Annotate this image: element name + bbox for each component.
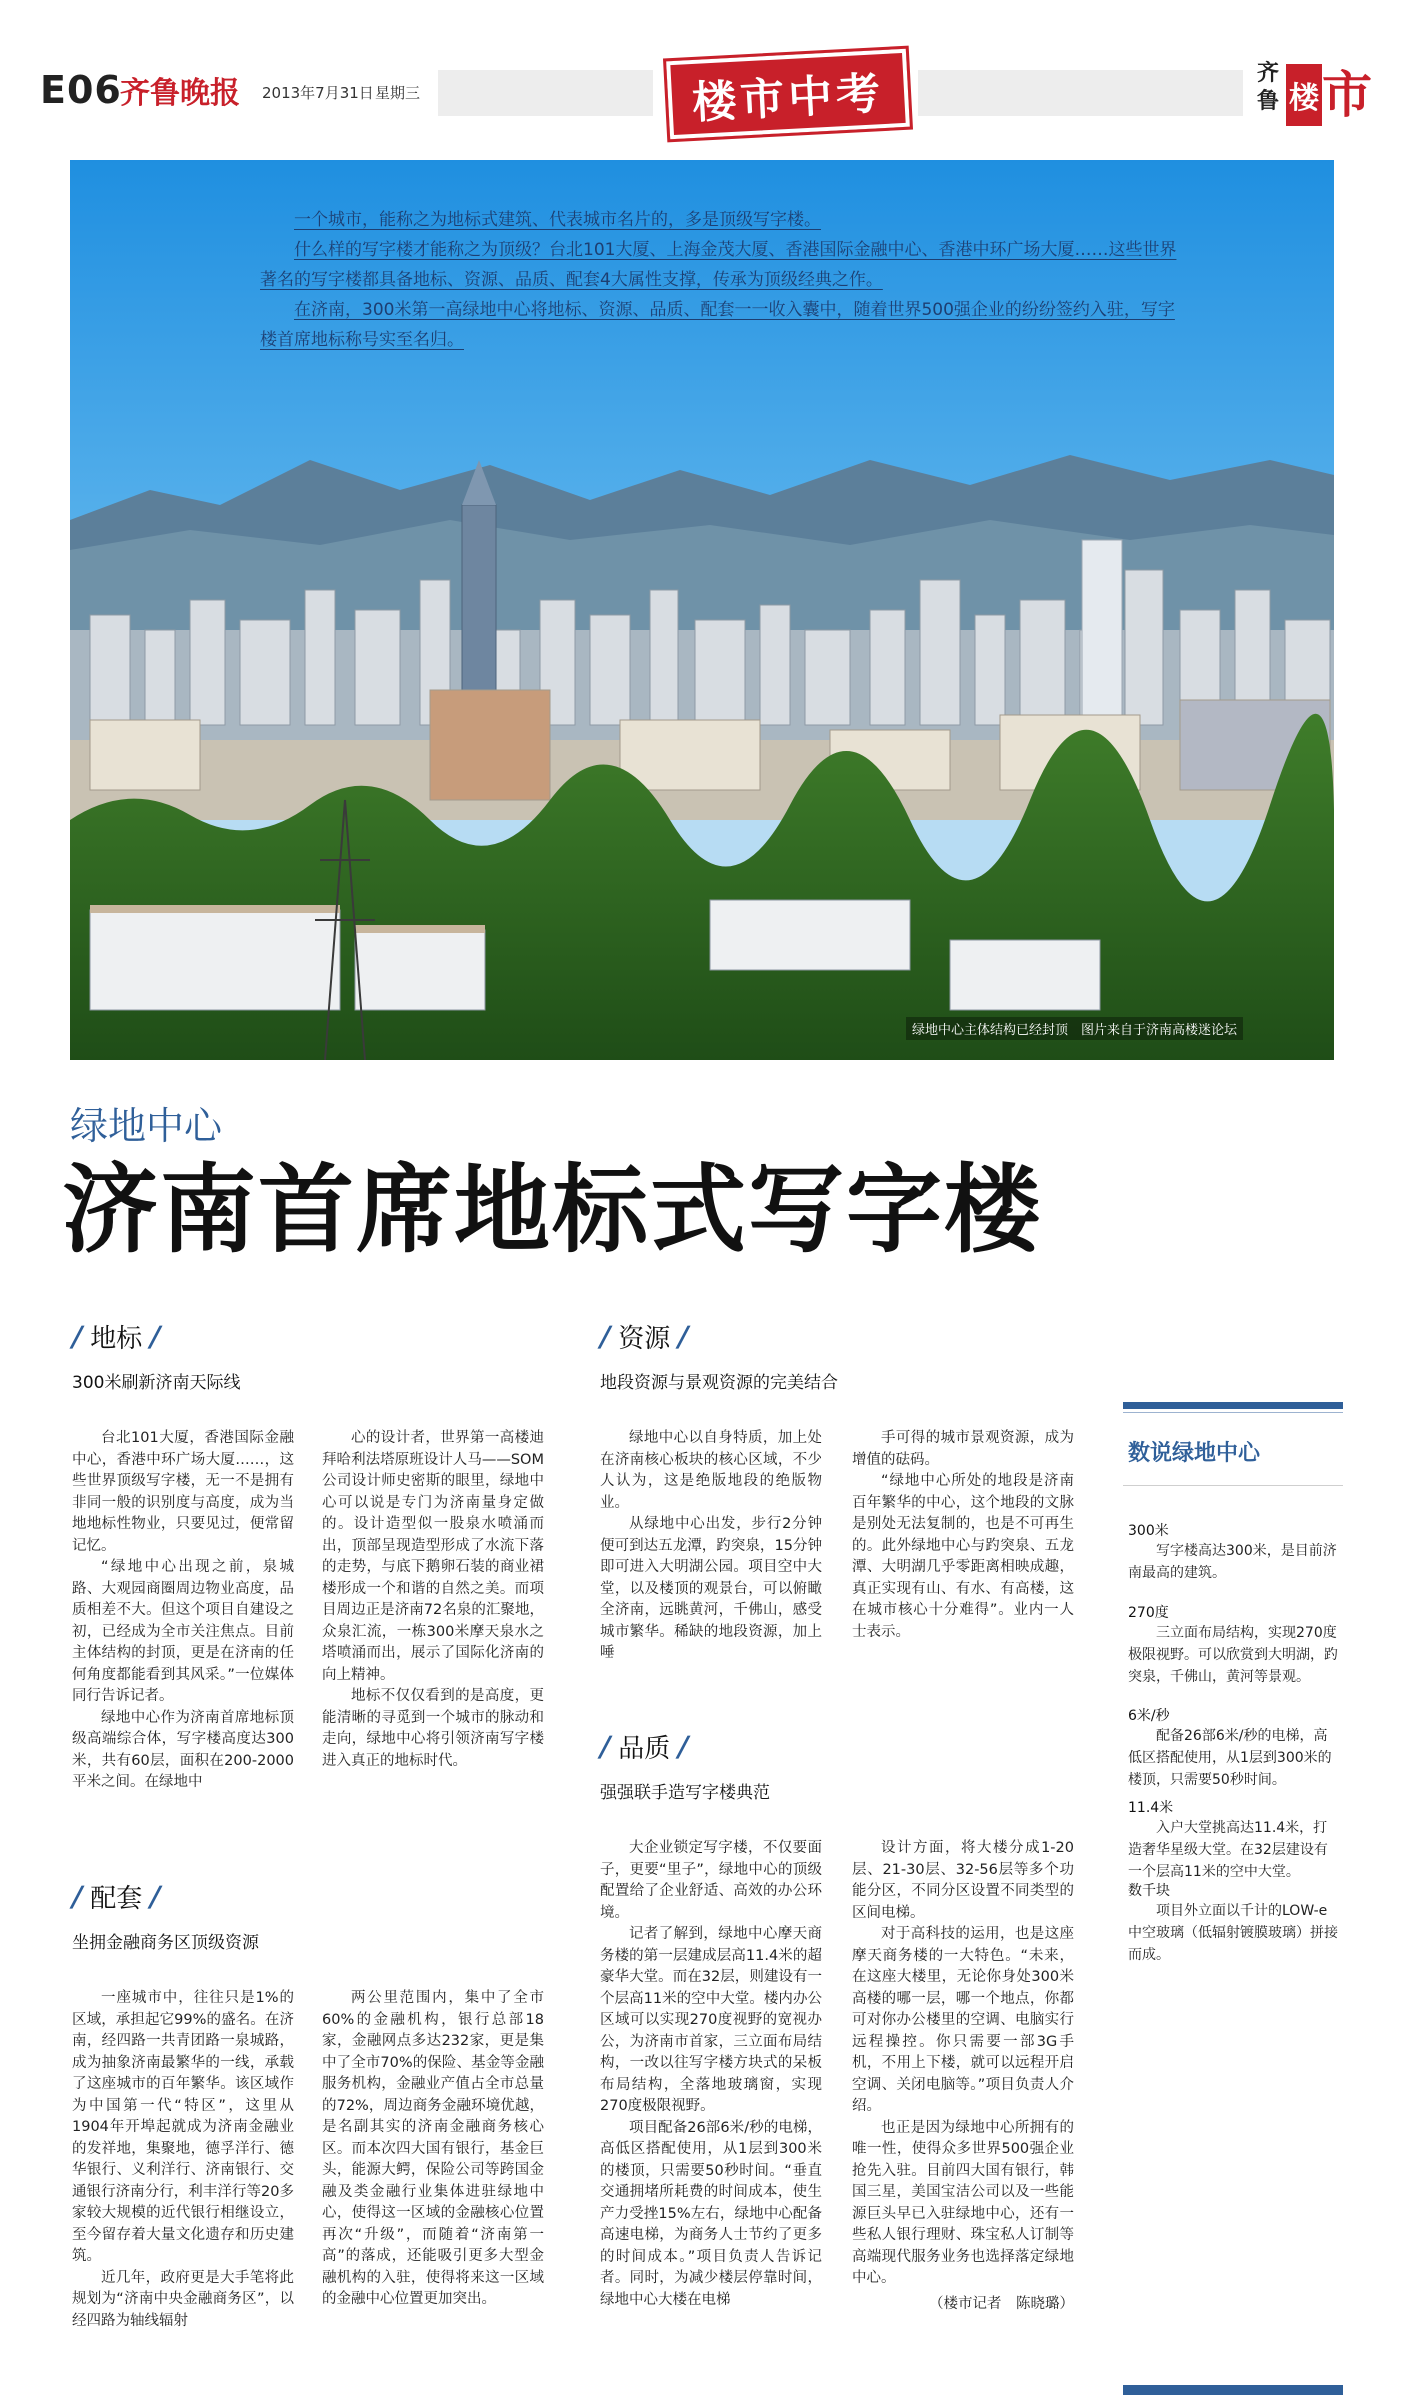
intro-paragraph-2: 什么样的写字楼才能称之为顶级？台北101大厦、上海金茂大厦、香港国际金融中心、香港中环广场大厦……这些世界著名的写字楼都具备地标、资源、品质、配套4大属性支撑，传承为顶级经典之作。 xyxy=(260,240,1177,290)
paragraph: 手可得的城市景观资源，成为增值的砝码。 xyxy=(852,1430,1074,1468)
paragraph: 记者了解到，绿地中心摩天商务楼的第一层建成层高11.4米的超豪华大堂。而在32层，则建设有一个层高11米的空中大堂。楼内办公区域可以实现270度视野的宽视办公，为济南市首家，三立面布局结构，一改以往写字楼方块式的呆板布局结构，全落地玻璃窗，实现270度极限视野。 xyxy=(600,1926,822,2114)
header-bar-left xyxy=(438,70,653,116)
section-support-col1 xyxy=(72,1988,294,2332)
sidebar-top-bar xyxy=(1123,1402,1343,1409)
section-quality-col1 xyxy=(600,1838,822,2311)
newspaper-name: 齐鲁晚报 xyxy=(120,76,240,111)
sidebar-rule xyxy=(1123,1412,1343,1413)
section-resource-heading xyxy=(596,1318,692,1355)
stat-description: 项目外立面以千计的LOW-e中空玻璃（低辐射镀膜玻璃）拼接而成。 xyxy=(1128,1903,1338,1963)
brand-big-text: 市 xyxy=(1322,66,1372,124)
stat-label: 11.4米 xyxy=(1128,1800,1174,1816)
section-landmark-col1 xyxy=(72,1428,294,1794)
photo-caption: 绿地中心主体结构已经封顶 图片来自于济南高楼迷论坛 xyxy=(906,1017,1243,1040)
section-quality-title: 品质 xyxy=(618,1734,671,1764)
paragraph: 对于高科技的运用，也是这座摩天商务楼的一大特色。“未来，在这座大楼里，无论你身处300米高楼的哪一层，哪一个地点，你都可对你办公楼里的空调、电脑实行远程操控。你只需要一部3G手机，不用上下楼，就可以远程开启空调、关闭电脑等。”项目负责人介绍。 xyxy=(852,1926,1074,2114)
section-support-title: 配套 xyxy=(90,1884,143,1914)
stat-label: 6米/秒 xyxy=(1128,1708,1170,1724)
sidebar-bottom-bar xyxy=(1123,2385,1343,2395)
paragraph: 心的设计者，世界第一高楼迪拜哈利法塔原班设计人马——SOM公司设计师史密斯的眼里，绿地中心可以说是专门为济南量身定做的。设计造型似一股泉水喷涌而出，顶部呈现造型形成了水流下落的走势，与底下鹅卵石装的商业裙楼形成一个和谐的自然之美。而项目周边正是济南72名泉的汇聚地，众泉汇流，一栋300米摩天泉水之塔喷涌而出，展示了国际化济南的向上精神。 xyxy=(322,1430,544,1683)
section-landmark-heading xyxy=(68,1318,164,1355)
stat-description: 入户大堂挑高达11.4米，打造奢华星级大堂。在32层建设有一个层高11米的空中大堂。 xyxy=(1128,1820,1328,1880)
paragraph: 一座城市中，往往只是1%的区域，承担起它99%的盛名。在济南，经四路一共青团路一泉城路，成为抽象济南最繁华的一线，承载了这座城市的百年繁华。该区域作为中国第一代“特区”，这里从1904年开埠起就成为济南金融业的发祥地，集聚地，德孚洋行、德华银行、义利洋行、济南银行、交通银行济南分行，利丰洋行等20多家较大规模的近代银行相继设立，至今留存着大量文化遗存和历史建筑。 xyxy=(72,1990,294,2264)
stat-label: 数千块 xyxy=(1128,1883,1170,1899)
section-resource-subtitle: 地段资源与景观资源的完美结合 xyxy=(600,1373,838,1393)
brand-small-text: 齐鲁 xyxy=(1256,61,1279,114)
slash-mark: / xyxy=(146,1320,164,1353)
stat-description: 配备26部6米/秒的电梯，高低区搭配使用，从1层到300米的楼顶，只需要50秒时间。 xyxy=(1128,1728,1332,1788)
slash-mark: / xyxy=(674,1320,692,1353)
section-quality-heading xyxy=(596,1728,692,1765)
issue-weekday: 星期三 xyxy=(375,84,421,102)
header-bar-right xyxy=(918,70,1243,116)
section-support-heading xyxy=(68,1878,164,1915)
sidebar-item xyxy=(1128,1520,1338,1584)
paragraph: 两公里范围内，集中了全市60%的金融机构，银行总部18家，金融网点多达232家，更是集中了全市70%的保险、基金等金融服务机构，金融业产值占全市总量的72%，周边商务金融环境优越，是名副其实的济南金融商务核心区。而本次四大国有银行，基金巨头，能源大鳄，保险公司等跨国金融及类金融行业集体进驻绿地中心，使得这一区域的金融核心位置再次“升级”，而随着“济南第一高”的落成，还能吸引更多大型金融机构的入驻，使得将来这一区域的金融中心位置更加突出。 xyxy=(322,1990,544,2307)
paragraph: 设计方面，将大楼分成1-20层、21-30层、32-56层等多个功能分区，不同分区设置不同类型的区间电梯。 xyxy=(852,1840,1074,1921)
sidebar-title: 数说绿地中心 xyxy=(1128,1441,1261,1466)
paragraph: 绿地中心作为济南首席地标顶级高端综合体，写字楼高度达300米，共有60层，面积在200-2000平米之间。在绿地中 xyxy=(72,1709,294,1790)
paragraph: “绿地中心出现之前，泉城路、大观园商圈周边物业高度，品质相差不大。但这个项目自建设之初，已经成为全市关注焦点。目前主体结构的封顶，更是在济南的任何角度都能看到其风采。”一位媒体同行告诉记者。 xyxy=(72,1559,294,1704)
intro-text xyxy=(260,205,1180,355)
sidebar-item xyxy=(1128,1705,1338,1791)
slash-mark: / xyxy=(674,1730,692,1763)
issue-date: 2013年7月31日 xyxy=(262,84,374,102)
section-resource-col1 xyxy=(600,1428,822,1665)
brand-box: 楼 xyxy=(1286,64,1322,126)
section-quality-subtitle: 强强联手造写字楼典范 xyxy=(600,1783,770,1803)
intro-paragraph-3: 在济南，300米第一高绿地中心将地标、资源、品质、配套一一收入囊中，随着世界500强企业的纷纷签约入驻，写字楼首席地标称号实至名归。 xyxy=(260,300,1175,350)
headline: 济南首席地标式写字楼 xyxy=(62,1154,1042,1266)
sidebar-item xyxy=(1128,1602,1338,1688)
section-resource-title: 资源 xyxy=(618,1324,671,1354)
section-resource-col2 xyxy=(852,1428,1074,1643)
column-stamp xyxy=(666,49,910,139)
paragraph: 大企业锁定写字楼，不仅要面子，更要“里子”，绿地中心的顶级配置给了企业舒适、高效的办公环境。 xyxy=(600,1840,822,1921)
slash-mark: / xyxy=(596,1320,614,1353)
section-landmark-subtitle: 300米刷新济南天际线 xyxy=(72,1373,241,1393)
byline: （楼市记者 陈晓璐） xyxy=(929,2295,1074,2312)
column-stamp-text: 楼市中考 xyxy=(691,68,886,129)
slash-mark: / xyxy=(68,1320,86,1353)
slash-mark: / xyxy=(68,1880,86,1913)
intro-paragraph-1: 一个城市，能称之为地标式建筑、代表城市名片的，多是顶级写字楼。 xyxy=(294,210,821,230)
sidebar-item xyxy=(1128,1797,1338,1883)
slash-mark: / xyxy=(146,1880,164,1913)
page-number: E06 xyxy=(40,68,122,112)
paragraph: “绿地中心所处的地段是济南百年繁华的中心，这个地段的文脉是别处无法复制的，也是不可再生的。此外绿地中心与趵突泉、五龙潭、大明湖几乎零距离相映成趣，真正实现有山、有水、有高楼，这在城市核心十分难得”。业内一人士表示。 xyxy=(852,1473,1074,1640)
section-support-col2 xyxy=(322,1988,544,2311)
paragraph: 从绿地中心出发，步行2分钟便可到达五龙潭，趵突泉，15分钟即可进入大明湖公园。项目空中大堂，以及楼顶的观景台，可以俯瞰全济南，远眺黄河，千佛山，感受城市繁华。稀缺的地段资源，加上唾 xyxy=(600,1516,822,1661)
paragraph: 也正是因为绿地中心所拥有的唯一性，使得众多世界500强企业抢先入驻。目前四大国有银行，韩国三星，美国宝洁公司以及一些能源巨头早已入驻绿地中心，还有一些私人银行理财、珠宝私人订制等高端现代服务业务也选择落定绿地中心。 xyxy=(852,2119,1074,2286)
paragraph: 项目配备26部6米/秒的电梯，高低区搭配使用，从1层到300米的楼顶，只需要50秒时间。“垂直交通拥堵所耗费的时间成本，使生产力受挫15%左右，绿地中心配备高速电梯，为商务人士节约了更多的时间成本。”项目负责人告诉记者。同时，为减少楼层停靠时间，绿地中心大楼在电梯 xyxy=(600,2119,822,2308)
section-quality-col2 xyxy=(852,1838,1074,2315)
stat-description: 三立面布局结构，实现270度极限视野。可以欣赏到大明湖，趵突泉，千佛山，黄河等景观。 xyxy=(1128,1625,1338,1685)
section-support-subtitle: 坐拥金融商务区顶级资源 xyxy=(72,1933,259,1953)
kicker: 绿地中心 xyxy=(70,1104,223,1148)
section-landmark-col2 xyxy=(322,1428,544,1772)
section-landmark-title: 地标 xyxy=(90,1324,143,1354)
stat-description: 写字楼高达300米，是目前济南最高的建筑。 xyxy=(1128,1543,1337,1581)
sidebar-item xyxy=(1128,1880,1338,1966)
paragraph: 地标不仅仅看到的是高度，更能清晰的寻觅到一个城市的脉动和走向，绿地中心将引领济南写字楼进入真正的地标时代。 xyxy=(322,1688,544,1769)
paragraph: 台北101大厦，香港国际金融中心，香港中环广场大厦……，这些世界顶级写字楼，无一不是拥有非同一般的识别度与高度，成为当地地标性物业，只要见过，便常留记忆。 xyxy=(72,1430,294,1554)
sidebar-rule xyxy=(1123,1485,1343,1486)
stat-label: 270度 xyxy=(1128,1605,1169,1621)
paragraph: 近几年，政府更是大手笔将此规划为“济南中央金融商务区”，以经四路为轴线辐射 xyxy=(72,2269,294,2329)
stat-label: 300米 xyxy=(1128,1523,1169,1539)
paragraph: 绿地中心以自身特质，加上处在济南核心板块的核心区域，不少人认为，这是绝版地段的绝版物业。 xyxy=(600,1430,822,1511)
slash-mark: / xyxy=(596,1730,614,1763)
